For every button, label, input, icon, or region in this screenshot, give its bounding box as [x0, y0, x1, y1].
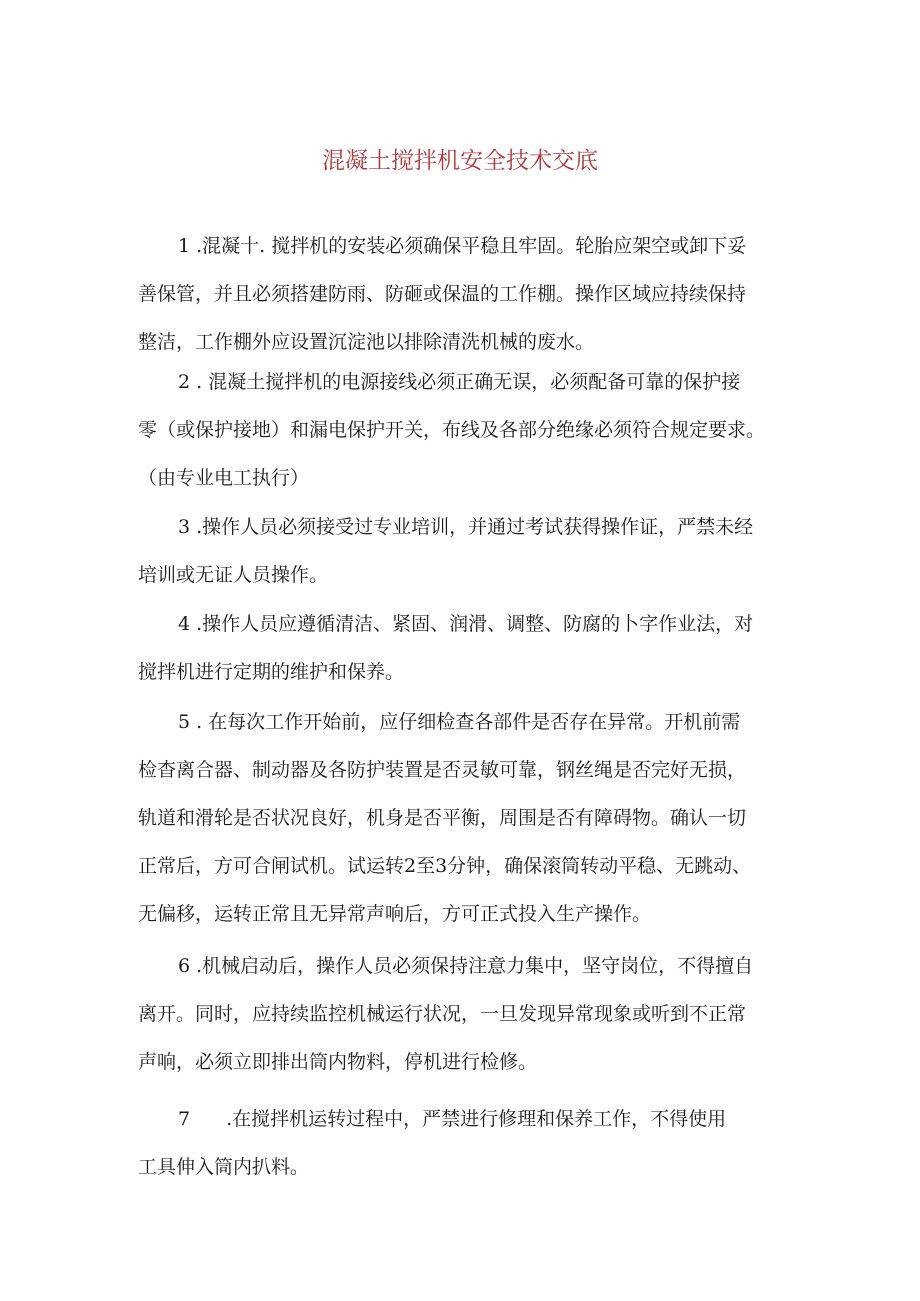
paragraph-text: . 在每次工作开始前，应仔细检查各部件是否存在异常。开机前需 — [190, 711, 741, 733]
paragraph-line — [138, 698, 788, 746]
paragraph-line: 搅拌机进行定期的维护和保养。 — [138, 661, 405, 683]
paragraph-line: 声响，必须立即排出筒内物料，停机进行检修。 — [138, 1051, 538, 1073]
paragraph-number: 2 — [178, 371, 191, 393]
paragraph-line: 检杳离合器、制动器及各防护装置是否灵敏可靠，钢丝绳是否完好无损， — [138, 759, 747, 781]
paragraph-3 — [138, 503, 788, 599]
paragraph-text: .机械启动后，操作人员必须保持注意力集中，坚守岗位，不得擅自 — [190, 955, 754, 977]
paragraph-number: 7 — [178, 1108, 191, 1130]
paragraph-line — [138, 358, 788, 406]
paragraph-number: 5 — [178, 711, 191, 733]
paragraph-number: 6 — [178, 955, 191, 977]
paragraph-text: . 混凝土搅拌机的电源接线必须正确无误，必须配备可靠的保护接 — [190, 371, 741, 393]
paragraph-line — [138, 503, 788, 551]
paragraph-line — [138, 1095, 788, 1143]
paragraph-line: 整洁，工作棚外应设置沉淀池以排除清洗机械的废水。 — [138, 331, 595, 353]
paragraph-6 — [138, 942, 788, 1086]
paragraph-text: .操作人员应遵循清洁、紧固、润滑、调整、防腐的卜字作业法，对 — [190, 613, 754, 635]
paragraph-5 — [138, 698, 788, 938]
paragraph-number: 1 — [178, 235, 191, 257]
paragraph-line: （由专业电工执行） — [138, 467, 310, 489]
paragraph-line — [138, 942, 788, 990]
paragraph-number: 4 — [178, 613, 191, 635]
paragraph-text: .混凝十. 搅拌机的安装必须确保平稳且牢固。轮胎应架空或卸下妥 — [190, 235, 747, 257]
paragraph-line — [138, 600, 788, 648]
paragraph-7 — [138, 1095, 788, 1191]
paragraph-1 — [138, 222, 788, 366]
paragraph-line: 离开。同时，应持续监控机械运行状况，一旦发现异常现象或听到不正常 — [138, 1003, 747, 1025]
paragraph-line: 零（或保护接地）和漏电保护开关，布线及各部分绝缘必须符合规定要求。 — [138, 419, 766, 441]
paragraph-number: 3 — [178, 516, 191, 538]
paragraph-line: 善保管，并且必须搭建防雨、防砸或保温的工作棚。操作区域应持续保持 — [138, 283, 747, 305]
paragraph-line — [138, 222, 788, 270]
paragraph-2 — [138, 358, 788, 502]
paragraph-text: .操作人员必须接受过专业培训，并通过考试获得操作证，严禁未经 — [190, 516, 754, 538]
paragraph-line: 轨道和滑轮是否状况良好，机身是否平衡，周围是否有障碍物。确认一切 — [138, 807, 747, 829]
paragraph-line: 无偏移，运转正常且无异常声响后，方可正式投入生产操作。 — [138, 903, 652, 925]
paragraph-4 — [138, 600, 788, 696]
document-title: 混凝土搅拌机安全技术交底 — [322, 148, 598, 174]
paragraph-text: .在搅拌机运转过程中，严禁进行修理和保养工作，不得使用 — [226, 1108, 727, 1130]
paragraph-line: 工具伸入筒内扒料。 — [138, 1156, 310, 1178]
paragraph-line: 正常后，方可合闸试机。试运转2至3分钟，确保滚筒转动平稳、无跳动、 — [138, 855, 752, 877]
paragraph-line: 培训或无证人员操作。 — [138, 564, 329, 586]
